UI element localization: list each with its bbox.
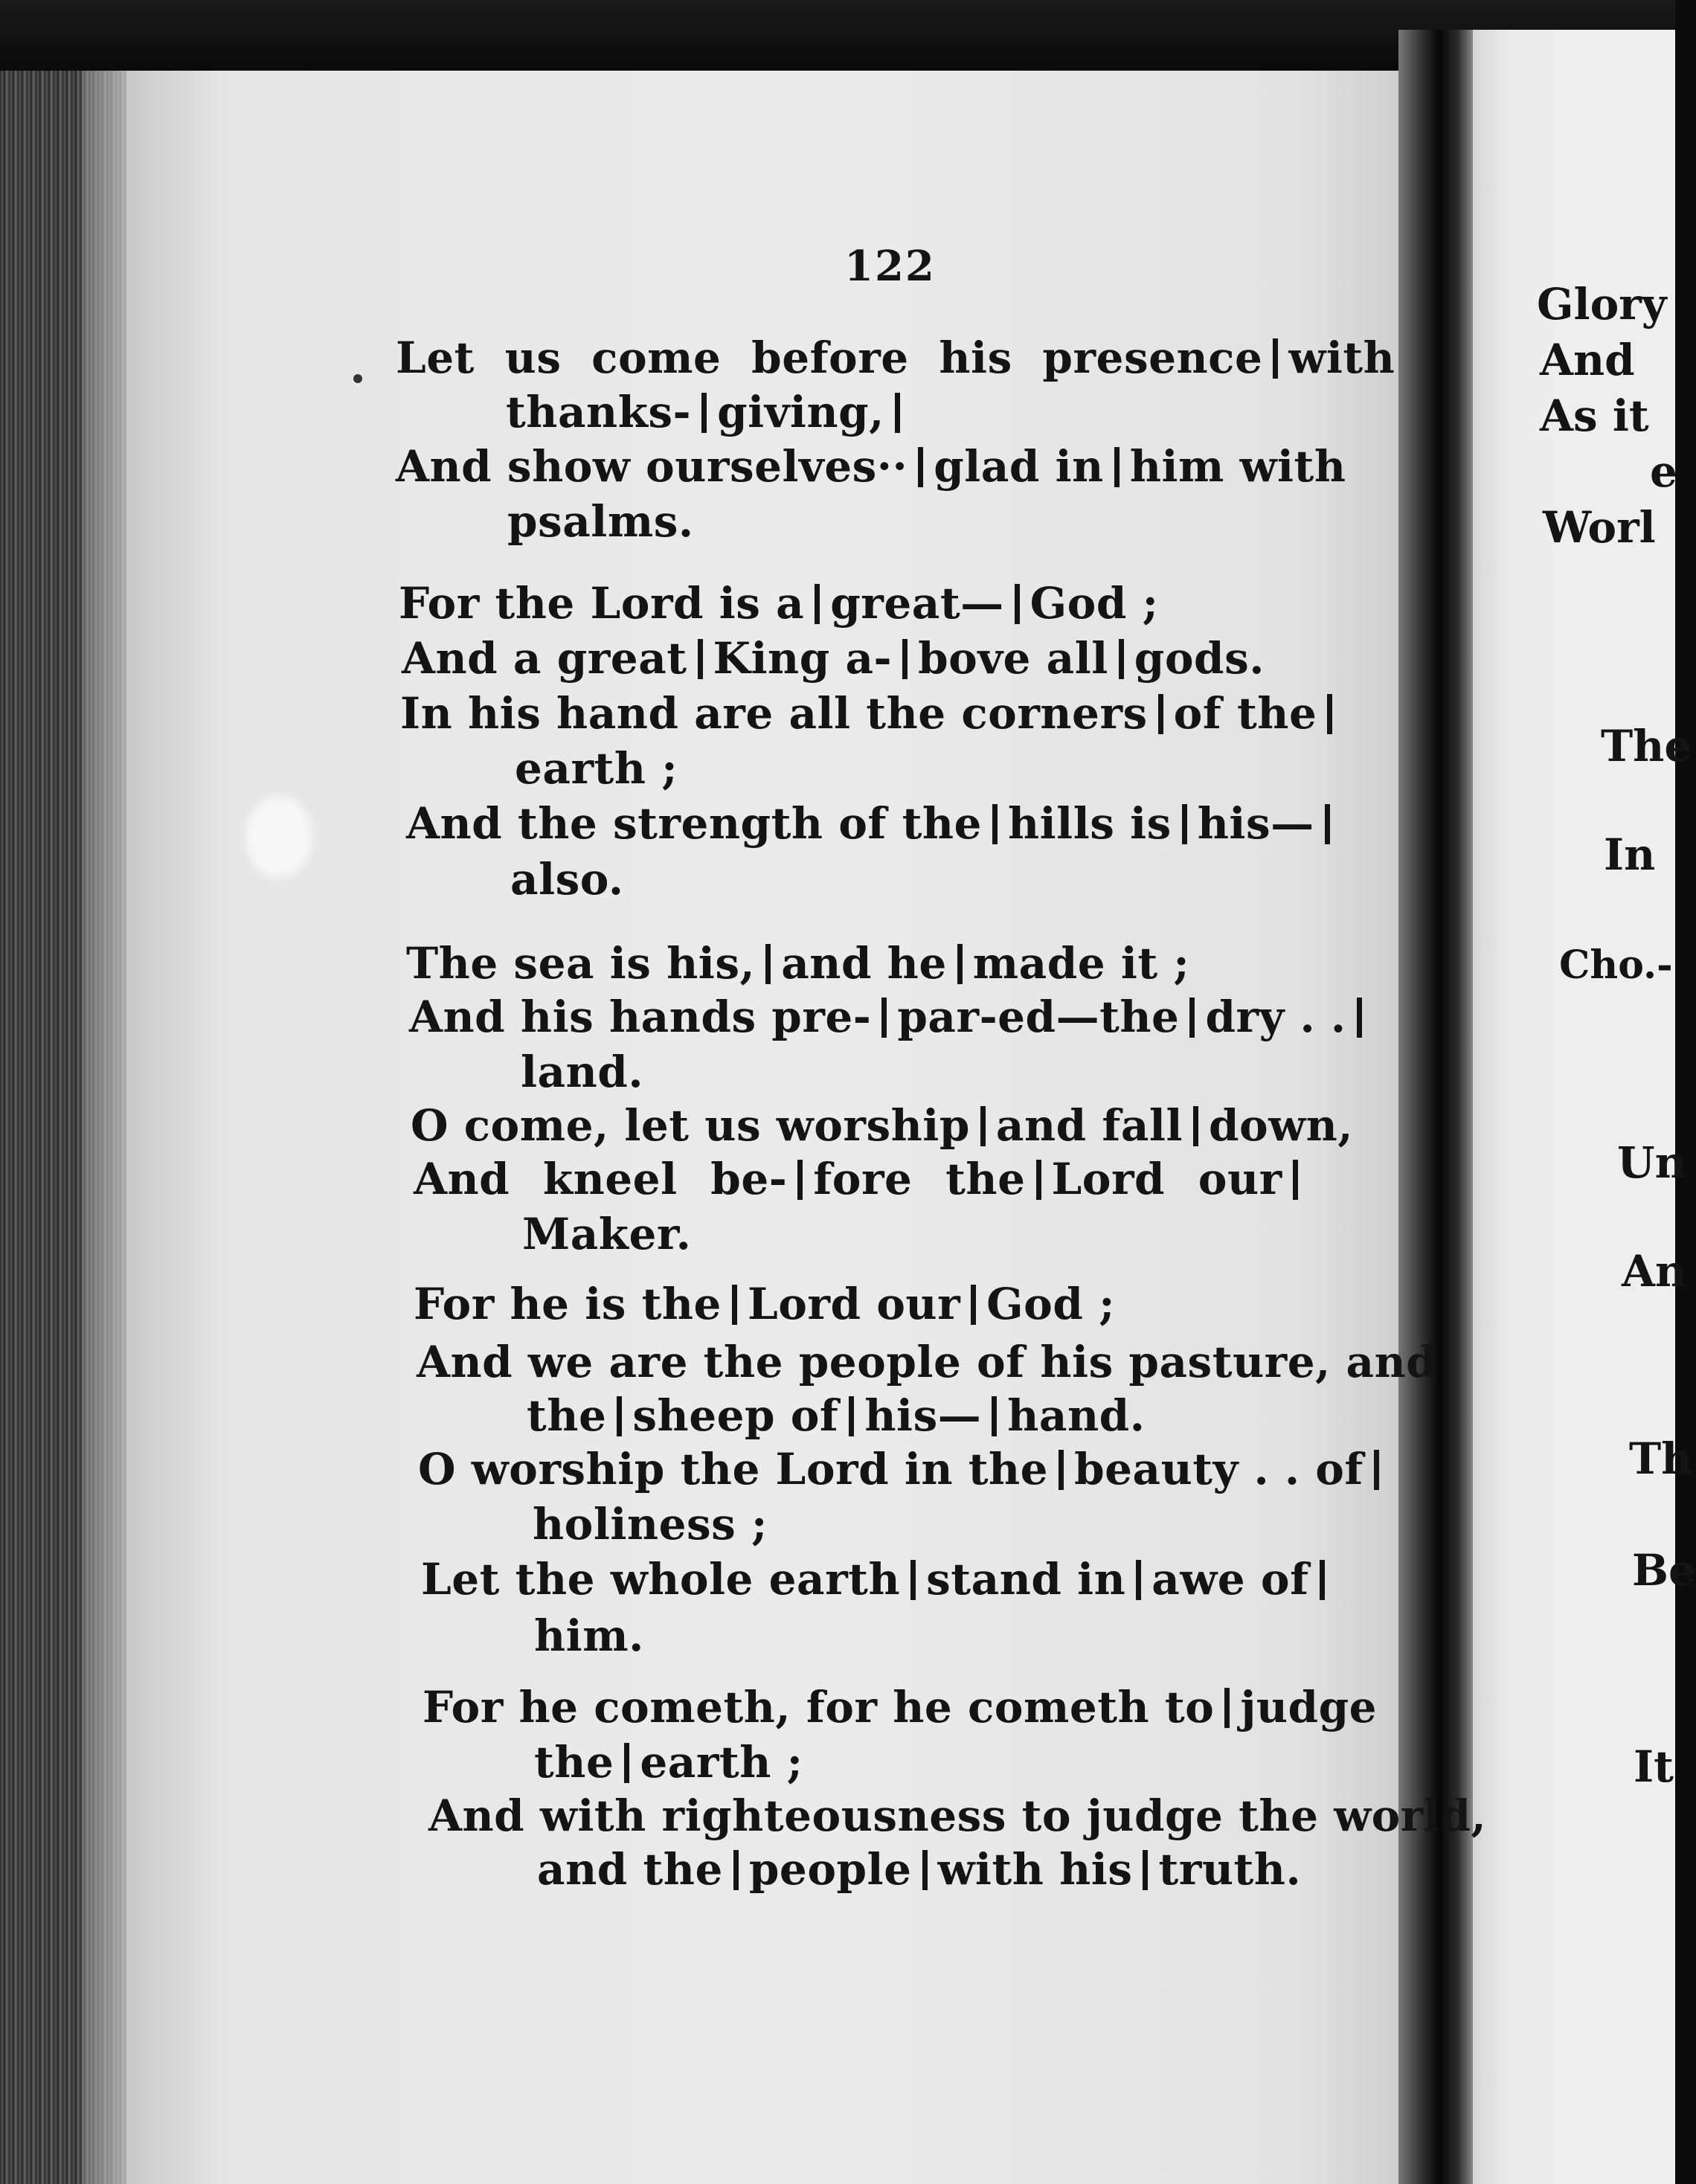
line-text: glad in (934, 441, 1104, 492)
page-number: 122 (844, 242, 936, 291)
bar-divider (1143, 1850, 1148, 1890)
line-text: Lord our (1051, 1154, 1282, 1204)
bar-divider (1193, 1106, 1198, 1146)
line-text: his— (1197, 798, 1314, 849)
bar-divider (1182, 804, 1187, 844)
bar-divider (1036, 1160, 1041, 1200)
line-text: And show ourselves·· (396, 441, 908, 492)
line-text: and fall (995, 1100, 1183, 1151)
chant-line (411, 1100, 1354, 1151)
bar-divider (1114, 447, 1120, 487)
bar-divider (617, 1396, 622, 1436)
page-edges (0, 71, 126, 2184)
line-text: stand in (926, 1554, 1126, 1605)
line-text: fore the (813, 1154, 1026, 1204)
line-text: In his hand are all the corners (400, 688, 1148, 739)
line-text: with (1288, 333, 1395, 383)
chant-line (414, 1154, 1308, 1204)
bar-divider (732, 1285, 737, 1325)
chant-line (414, 1279, 1116, 1329)
line-text: Let us come before his presence (396, 333, 1263, 383)
bar-divider (1119, 639, 1124, 679)
line-text: him with (1129, 441, 1346, 492)
line-text: O come, let us worship (411, 1100, 970, 1151)
chant-line (400, 688, 1343, 739)
line-text: people (748, 1844, 912, 1895)
right-page-line: It (1634, 1741, 1674, 1792)
line-text: hand. (1007, 1390, 1146, 1441)
chant-line (402, 633, 1265, 684)
bar-divider (765, 944, 771, 984)
bar-divider (910, 1560, 916, 1600)
chant-line (534, 1610, 644, 1661)
line-text: Let the whole earth (421, 1554, 901, 1605)
line-text: giving, (717, 387, 884, 437)
line-text: thanks- (506, 387, 692, 437)
line-text: beauty . . of (1074, 1444, 1363, 1494)
bar-divider (1357, 998, 1362, 1038)
line-text: earth ; (515, 743, 678, 794)
line-text: And with righteousness to judge the world, (428, 1790, 1487, 1841)
chant-line (527, 1390, 1146, 1441)
chant-line (423, 1682, 1378, 1732)
line-text: the (534, 1737, 614, 1788)
line-text: Lord our (747, 1279, 961, 1329)
bar-divider (815, 584, 820, 624)
bar-divider (1273, 338, 1278, 379)
right-page-line: Glory (1537, 279, 1667, 330)
line-text: And his hands pre- (409, 992, 872, 1042)
line-text: holiness ; (533, 1499, 768, 1549)
right-page-line: Be (1632, 1545, 1696, 1596)
right-page-line: e (1650, 446, 1677, 497)
bar-divider (849, 1396, 854, 1436)
chant-line (399, 578, 1159, 629)
line-text: awe of (1151, 1554, 1309, 1605)
chant-line (506, 387, 910, 437)
line-text: judge (1240, 1682, 1378, 1732)
right-page-line: Un (1617, 1137, 1686, 1188)
line-text: God ; (1030, 578, 1159, 629)
line-text: psalms. (507, 496, 694, 547)
bar-divider (1224, 1688, 1230, 1728)
line-text: of the (1173, 688, 1317, 739)
paper-blot (245, 796, 312, 878)
chant-line (515, 743, 678, 794)
chant-line (534, 1737, 803, 1788)
chant-line (522, 1209, 692, 1259)
line-text: par-ed—the (897, 992, 1180, 1042)
bar-divider (922, 1850, 928, 1890)
line-text: and the (537, 1844, 723, 1895)
bar-divider (1136, 1560, 1141, 1600)
right-page-line: And (1540, 335, 1635, 385)
line-text: his— (864, 1390, 982, 1441)
line-text: O worship the Lord in the (418, 1444, 1049, 1494)
bar-divider (992, 804, 998, 844)
bar-divider (1374, 1450, 1379, 1490)
line-text: dry . . (1205, 992, 1346, 1042)
chant-line (507, 496, 694, 547)
line-text: And the strength of the (406, 798, 982, 849)
line-text: Maker. (522, 1209, 692, 1259)
bar-divider (624, 1743, 629, 1783)
bar-divider (698, 639, 703, 679)
right-page-line: The (1601, 721, 1692, 771)
bar-divider (980, 1106, 986, 1146)
bar-divider (957, 944, 963, 984)
bar-divider (701, 393, 707, 433)
chant-line (421, 1554, 1335, 1605)
bar-divider (1327, 694, 1332, 734)
line-text: gods. (1134, 633, 1265, 684)
line-text: For he cometh, for he cometh to (423, 1682, 1215, 1732)
bar-divider (992, 1396, 997, 1436)
line-text: For the Lord is a (399, 578, 805, 629)
chant-line (428, 1790, 1487, 1841)
bar-divider (902, 639, 908, 679)
chant-line (406, 938, 1190, 989)
chant-line (537, 1844, 1302, 1895)
right-page-line: As it (1540, 391, 1649, 441)
chant-line (396, 441, 1346, 492)
line-text: King a- (713, 633, 893, 684)
bar-divider (733, 1850, 739, 1890)
line-text: For he is the (414, 1279, 722, 1329)
line-text: down, (1209, 1100, 1354, 1151)
bar-divider (1059, 1450, 1064, 1490)
chant-line (533, 1499, 768, 1549)
line-text: And we are the people of his pasture, and (417, 1337, 1437, 1387)
chant-line (418, 1444, 1390, 1494)
line-text: And a great (402, 633, 687, 684)
line-text: truth. (1158, 1844, 1302, 1895)
bar-divider (971, 1285, 976, 1325)
bar-divider (1189, 998, 1195, 1038)
line-text: also. (510, 854, 624, 905)
chant-line (510, 854, 624, 905)
line-text: sheep of (632, 1390, 839, 1441)
chant-line (417, 1337, 1437, 1387)
line-text: and he (781, 938, 947, 989)
bar-divider (1015, 584, 1020, 624)
bar-divider (895, 393, 900, 433)
bar-divider (1320, 1560, 1325, 1600)
ink-speck (353, 374, 362, 383)
book-gutter (1398, 30, 1473, 2184)
line-text: great— (830, 578, 1004, 629)
line-text: made it ; (972, 938, 1190, 989)
bar-divider (1325, 804, 1330, 844)
line-text: The sea is his, (406, 938, 756, 989)
right-page-line: An (1622, 1246, 1687, 1297)
bar-divider (1293, 1160, 1298, 1200)
bar-divider (881, 998, 887, 1038)
right-page-line: Worl (1543, 502, 1656, 553)
line-text: hills is (1007, 798, 1172, 849)
line-text: bove all (918, 633, 1108, 684)
right-page-line: In (1604, 829, 1656, 880)
chant-line (406, 798, 1340, 849)
bar-divider (918, 447, 923, 487)
chant-line (521, 1047, 644, 1097)
line-text: earth ; (640, 1737, 803, 1788)
line-text: land. (521, 1047, 644, 1097)
chant-line (409, 992, 1372, 1042)
line-text: him. (534, 1610, 644, 1661)
line-text: the (527, 1390, 607, 1441)
chant-line (396, 333, 1395, 383)
right-page-line: Cho.- (1559, 942, 1673, 988)
right-page-line: Th (1629, 1433, 1693, 1484)
line-text: God ; (986, 1279, 1116, 1329)
bar-divider (797, 1160, 803, 1200)
line-text: And kneel be- (414, 1154, 788, 1204)
line-text: with his (937, 1844, 1133, 1895)
bar-divider (1158, 694, 1163, 734)
